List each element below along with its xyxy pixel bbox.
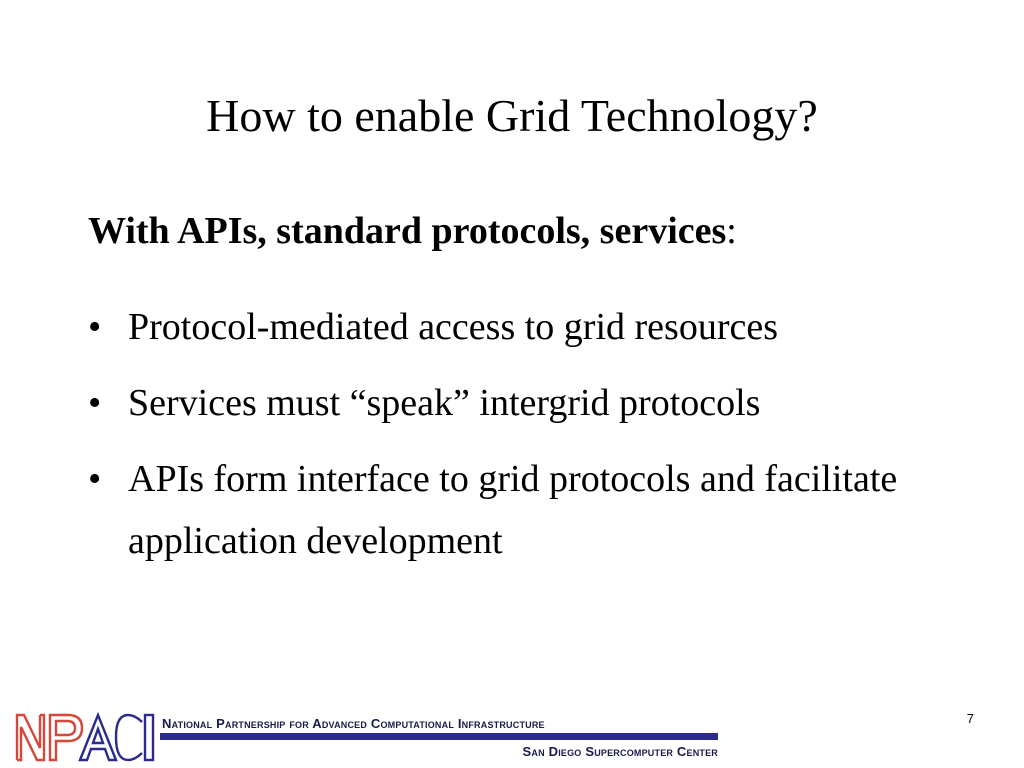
npaci-logo	[14, 712, 158, 762]
bullet-item	[88, 448, 988, 572]
subtitle-colon: :	[726, 210, 737, 252]
bullet-dot-icon: •	[88, 382, 102, 424]
logo-letter-n	[17, 715, 44, 760]
bullet-item	[88, 372, 988, 434]
center-name: San Diego Supercomputer Center	[522, 744, 718, 759]
partnership-name: National Partnership for Advanced Computational Infrastructure	[162, 716, 545, 731]
page-number: 7	[966, 711, 974, 726]
bullet-text: APIs form interface to grid protocols and facilitate application development	[128, 458, 898, 562]
bullet-list	[88, 296, 988, 586]
bullet-item	[88, 296, 988, 358]
logo-letter-c	[116, 715, 142, 760]
footer-rule	[160, 733, 718, 740]
bullet-text: Services must “speak” intergrid protocols	[128, 382, 761, 424]
bullet-dot-icon: •	[88, 458, 102, 500]
slide-title: How to enable Grid Technology?	[206, 90, 818, 141]
subtitle-bold: With APIs, standard protocols, services	[88, 210, 727, 252]
logo-letter-a	[80, 715, 116, 760]
logo-letter-p	[50, 715, 82, 760]
logo-letter-i	[145, 715, 153, 760]
bullet-text: Protocol-mediated access to grid resources	[128, 306, 778, 348]
slide-subtitle	[88, 207, 737, 255]
bullet-dot-icon: •	[88, 306, 102, 348]
